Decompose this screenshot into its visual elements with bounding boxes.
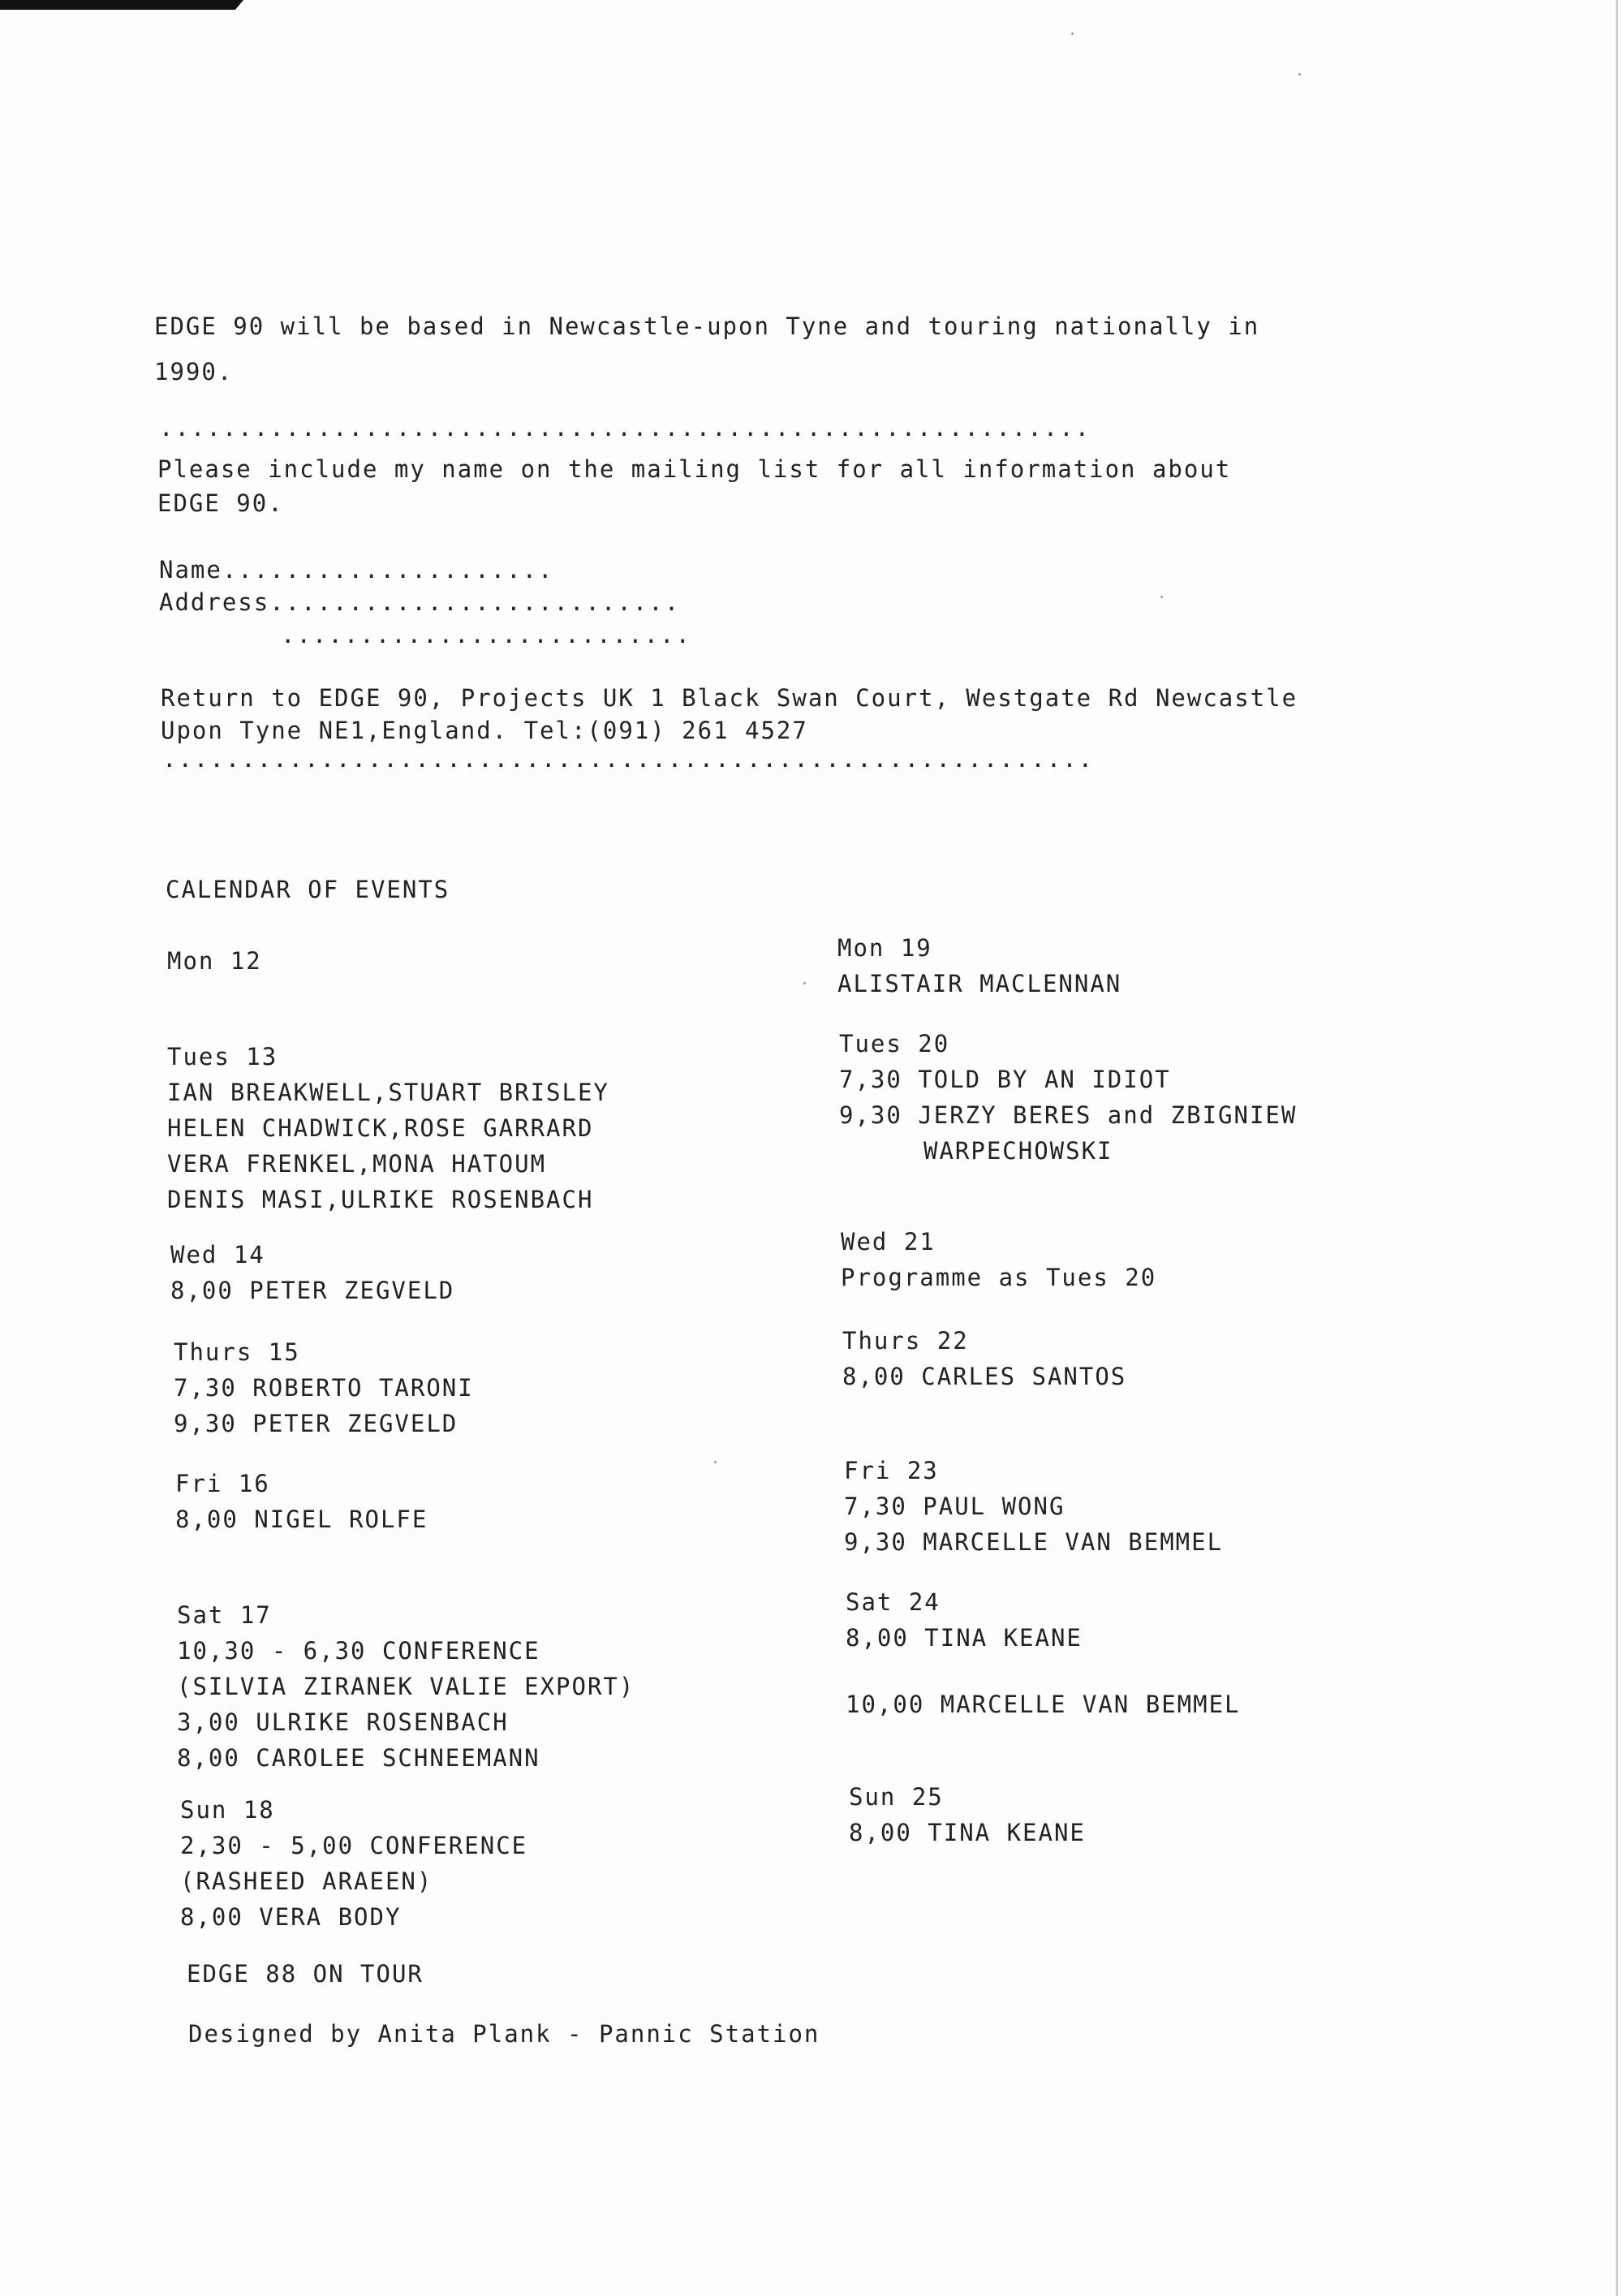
scan-speck bbox=[1298, 73, 1301, 75]
scan-corner-mark bbox=[0, 0, 243, 10]
event-day-wed-21 bbox=[841, 1224, 1156, 1295]
scan-speck bbox=[714, 1461, 717, 1463]
event-entry: VERA FRENKEL,MONA HATOUM bbox=[167, 1150, 547, 1178]
event-entry: IAN BREAKWELL,STUART BRISLEY bbox=[167, 1079, 609, 1106]
design-credit: Designed by Anita Plank - Pannic Station bbox=[188, 2020, 820, 2048]
day-label: Sun 18 bbox=[180, 1796, 275, 1824]
event-day-sun-25 bbox=[849, 1779, 1086, 1850]
day-label: Fri 23 bbox=[844, 1457, 939, 1484]
event-entry: Programme as Tues 20 bbox=[841, 1264, 1157, 1291]
day-label: Wed 14 bbox=[170, 1241, 265, 1269]
event-day-sun-18 bbox=[180, 1792, 527, 1935]
scan-speck bbox=[1160, 596, 1163, 598]
event-entry: 9,30 JERZY BERES and ZBIGNIEW bbox=[839, 1101, 1298, 1129]
event-entry: 8,00 TINA KEANE bbox=[846, 1624, 1083, 1652]
day-label: Fri 16 bbox=[175, 1470, 270, 1497]
intro-line-2: 1990. bbox=[154, 358, 234, 386]
event-entry: 7,30 ROBERTO TARONI bbox=[174, 1374, 474, 1402]
day-label: Thurs 22 bbox=[842, 1327, 969, 1355]
event-day-mon-12 bbox=[167, 943, 262, 979]
scan-speck bbox=[803, 982, 806, 984]
name-label: Name bbox=[159, 556, 222, 584]
day-label: Sun 25 bbox=[849, 1783, 944, 1811]
event-entry: DENIS MASI,ULRIKE ROSENBACH bbox=[167, 1186, 594, 1213]
event-entry: 8,00 VERA BODY bbox=[180, 1903, 402, 1931]
event-entry: (SILVIA ZIRANEK VALIE EXPORT) bbox=[177, 1673, 635, 1700]
return-address-line-1: Return to EDGE 90, Projects UK 1 Black Swan Court, Westgate Rd Newcastle bbox=[161, 684, 1298, 712]
mailing-request-line-1: Please include my name on the mailing list for all information about bbox=[157, 455, 1232, 483]
intro-line-1: EDGE 90 will be based in Newcastle-upon Tyne and touring nationally in bbox=[154, 312, 1260, 340]
mailing-request-line-2: EDGE 90. bbox=[157, 489, 284, 517]
event-entry: 2,30 - 5,00 CONFERENCE bbox=[180, 1832, 528, 1859]
event-entry: 9,30 PETER ZEGVELD bbox=[174, 1410, 458, 1437]
event-day-fri-23 bbox=[844, 1453, 1223, 1560]
event-entry: HELEN CHADWICK,ROSE GARRARD bbox=[167, 1114, 594, 1142]
dotted-rule-bottom: ........................................................... bbox=[162, 745, 1095, 773]
event-day-thurs-15 bbox=[174, 1334, 474, 1441]
event-entry: 8,00 NIGEL ROLFE bbox=[175, 1506, 428, 1533]
day-label: Mon 12 bbox=[167, 947, 262, 975]
event-day-wed-14 bbox=[170, 1237, 454, 1308]
event-day-thurs-22 bbox=[842, 1323, 1126, 1394]
event-entry: 10,30 - 6,30 CONFERENCE bbox=[177, 1637, 540, 1665]
event-entry: 3,00 ULRIKE ROSENBACH bbox=[177, 1708, 509, 1736]
event-entry: 7,30 PAUL WONG bbox=[844, 1493, 1065, 1520]
day-label: Sat 24 bbox=[846, 1588, 941, 1616]
event-day-mon-19 bbox=[837, 930, 1121, 1002]
tour-note: EDGE 88 ON TOUR bbox=[187, 1960, 424, 1988]
name-dots: ..................... bbox=[222, 556, 554, 584]
day-label: Tues 20 bbox=[839, 1030, 950, 1058]
event-entry: 8,00 CAROLEE SCHNEEMANN bbox=[177, 1744, 540, 1772]
event-entry: ALISTAIR MACLENNAN bbox=[837, 970, 1122, 997]
event-day-tues-20 bbox=[839, 1026, 1297, 1169]
event-entry: (RASHEED ARAEEN) bbox=[180, 1867, 433, 1895]
address-label: Address bbox=[159, 588, 270, 616]
event-day-fri-16 bbox=[175, 1466, 428, 1537]
address-dots: .......................... bbox=[269, 588, 681, 616]
address-field-line-2[interactable]: .......................... bbox=[281, 621, 691, 648]
calendar-heading: CALENDAR OF EVENTS bbox=[166, 876, 450, 903]
name-field[interactable] bbox=[159, 555, 554, 584]
event-entry: 9,30 MARCELLE VAN BEMMEL bbox=[844, 1528, 1224, 1556]
day-label: Mon 19 bbox=[837, 934, 932, 962]
scan-speck bbox=[1071, 32, 1074, 35]
day-label: Wed 21 bbox=[841, 1228, 936, 1256]
event-entry: 8,00 PETER ZEGVELD bbox=[170, 1277, 455, 1304]
event-entry: 7,30 TOLD BY AN IDIOT bbox=[839, 1066, 1171, 1093]
event-entry: 8,00 CARLES SANTOS bbox=[842, 1363, 1127, 1390]
day-label: Thurs 15 bbox=[174, 1338, 300, 1366]
day-label: Sat 17 bbox=[177, 1601, 272, 1629]
event-entry: 8,00 TINA KEANE bbox=[849, 1819, 1086, 1846]
event-day-tues-13 bbox=[167, 1039, 609, 1217]
scan-edge-shadow bbox=[1616, 0, 1618, 2296]
return-address-line-2: Upon Tyne NE1,England. Tel:(091) 261 4527 bbox=[161, 717, 808, 744]
day-label: Tues 13 bbox=[167, 1043, 278, 1070]
event-day-sat-24 bbox=[846, 1584, 1241, 1722]
event-entry: 10,00 MARCELLE VAN BEMMEL bbox=[846, 1691, 1241, 1718]
event-entry-continuation: WARPECHOWSKI bbox=[923, 1137, 1113, 1165]
dotted-rule-top: ........................................................... bbox=[159, 414, 1091, 442]
event-day-sat-17 bbox=[177, 1597, 635, 1776]
address-field[interactable] bbox=[159, 588, 680, 617]
